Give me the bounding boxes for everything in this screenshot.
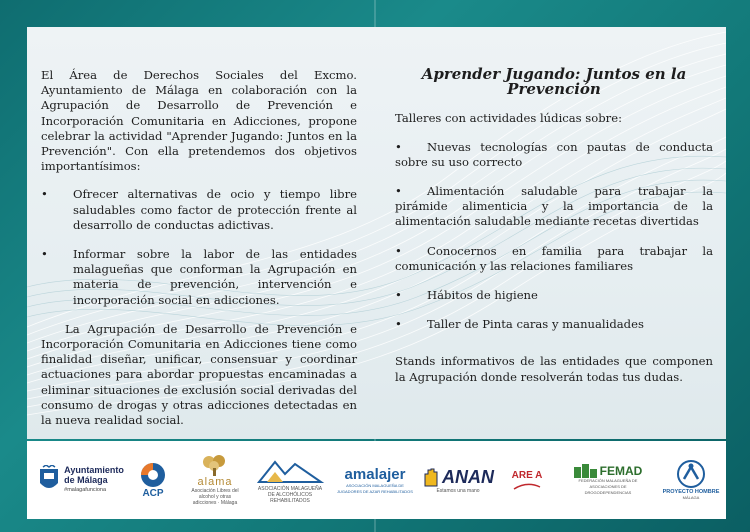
amalajer-label: amalajer [344,465,406,483]
acp-emblem-icon [137,462,169,488]
ph-label: PROYECTO HOMBRE [662,489,720,495]
right-closing: Stands informativos de las entidades que componen la Agrupación donde resolverán todas tus dudas. [395,354,713,384]
anan-label: ANAN [442,466,494,487]
femad-emblem-icon [574,464,598,478]
left-bullet [41,247,357,308]
proyecto-hombre-emblem-icon [676,459,706,489]
right-bullet [395,317,713,332]
bullet-symbol: • [41,187,48,202]
right-bullet-text: Conocernos en familia para trabajar la comunicación y las relaciones familiares [395,243,713,273]
left-column [41,68,357,439]
ayto-tag: #malagafunciona [64,487,107,493]
activity-title: Aprender Jugando: Juntos en la Prevención [421,65,687,99]
tree-icon [195,454,235,476]
right-column [395,67,713,398]
ayto-line1: Ayuntamiento [64,465,124,475]
content-panel [27,27,726,439]
logo-acp [133,441,173,519]
femad-sub: FEDERACIÓN MALAGUEÑA DE ASOCIACIONES DE DROGODEPENDENCIAS [578,478,638,495]
anan-sub: Estamos una mano [436,488,480,494]
left-bullet-text: Informar sobre la labor de las entidades malagueñas que conforman la Agrupación en materia de prevención, intervención e incorporación social en adicciones. [73,247,357,307]
logo-amalajer [333,441,417,519]
bullet-symbol: • [395,243,402,258]
bullet-symbol: • [395,317,402,332]
left-bullet [41,187,357,233]
area-label: ARE A [511,469,543,481]
logo-amaar [253,441,327,519]
workshops-subtitle: Talleres con actividades lúdicas sobre: [395,111,622,126]
malaga-crest-icon [38,465,60,495]
right-bullet [395,140,713,170]
left-intro: El Área de Derechos Sociales del Excmo. Ayuntamiento de Málaga en colaboración con la Agrupación de Desarrollo de Prevención e Incorporación Comunitaria en Adicciones, propone celebrar la actividad "Aprender Jugando: Juntos en la Prevención". Con ella pretendemos dos objetivos importantísimos: [41,68,357,174]
logo-proyecto-hombre [661,441,721,519]
bullet-symbol: • [41,247,48,262]
alama-label: alama [197,476,233,488]
left-closing: La Agrupación de Desarrollo de Prevención e Incorporación Comunitaria en Adicciones tiene como finalidad diseñar, unificar, consensuar y coordinar actuaciones para abordar propuestas encaminadas a eliminar situaciones de exclusión social derivadas del consumo de drogas y otras adicciones detectadas en la nueva realidad social. [41,321,357,428]
left-bullet-text: Ofrecer alternativas de ocio y tiempo libre saludables como factor de protección frente al desarrollo de conductas adictivas. [73,187,357,232]
logo-area [507,441,547,519]
femad-label: FEMAD [599,464,643,478]
bullet-symbol: • [395,184,402,199]
amalajer-sub: ASOCIACIÓN MALAGUEÑA DE JUGADORES DE AZAR REHABILITADOS [337,482,413,494]
area-swoosh-icon [512,481,542,491]
right-bullet [395,244,713,274]
ph-sub: MÁLAGA [682,495,700,500]
logo-ayuntamiento [35,441,127,519]
logo-anan [425,441,494,519]
hand-icon [422,466,440,488]
amaar-sub: ASOCIACIÓN MALAGUEÑA DE ALCOHÓLICOS REHABILITADOS [257,486,323,504]
logo-alama [185,441,245,519]
alama-sub: Asociación Libres del alcohol y otras adicciones · Málaga [191,488,239,506]
ayto-line2: de Málaga [64,475,108,485]
amaar-emblem-icon [255,456,325,486]
bullet-symbol: • [395,288,402,303]
sponsor-logo-bar [27,441,726,519]
bullet-symbol: • [395,139,402,154]
logo-femad [565,441,651,519]
right-bullet [395,288,713,303]
right-bullet-text: Hábitos de higiene [427,288,538,303]
right-bullet-text: Alimentación saludable para trabajar la pirámide alimenticia y la importancia de la alimentación saludable mediante recetas divertidas [395,184,713,229]
acp-label: ACP [142,487,164,499]
right-bullet [395,184,713,230]
right-bullet-text: Nuevas tecnologías con pautas de conducta sobre su uso correcto [395,139,713,169]
right-bullet-text: Taller de Pinta caras y manualidades [427,317,644,332]
